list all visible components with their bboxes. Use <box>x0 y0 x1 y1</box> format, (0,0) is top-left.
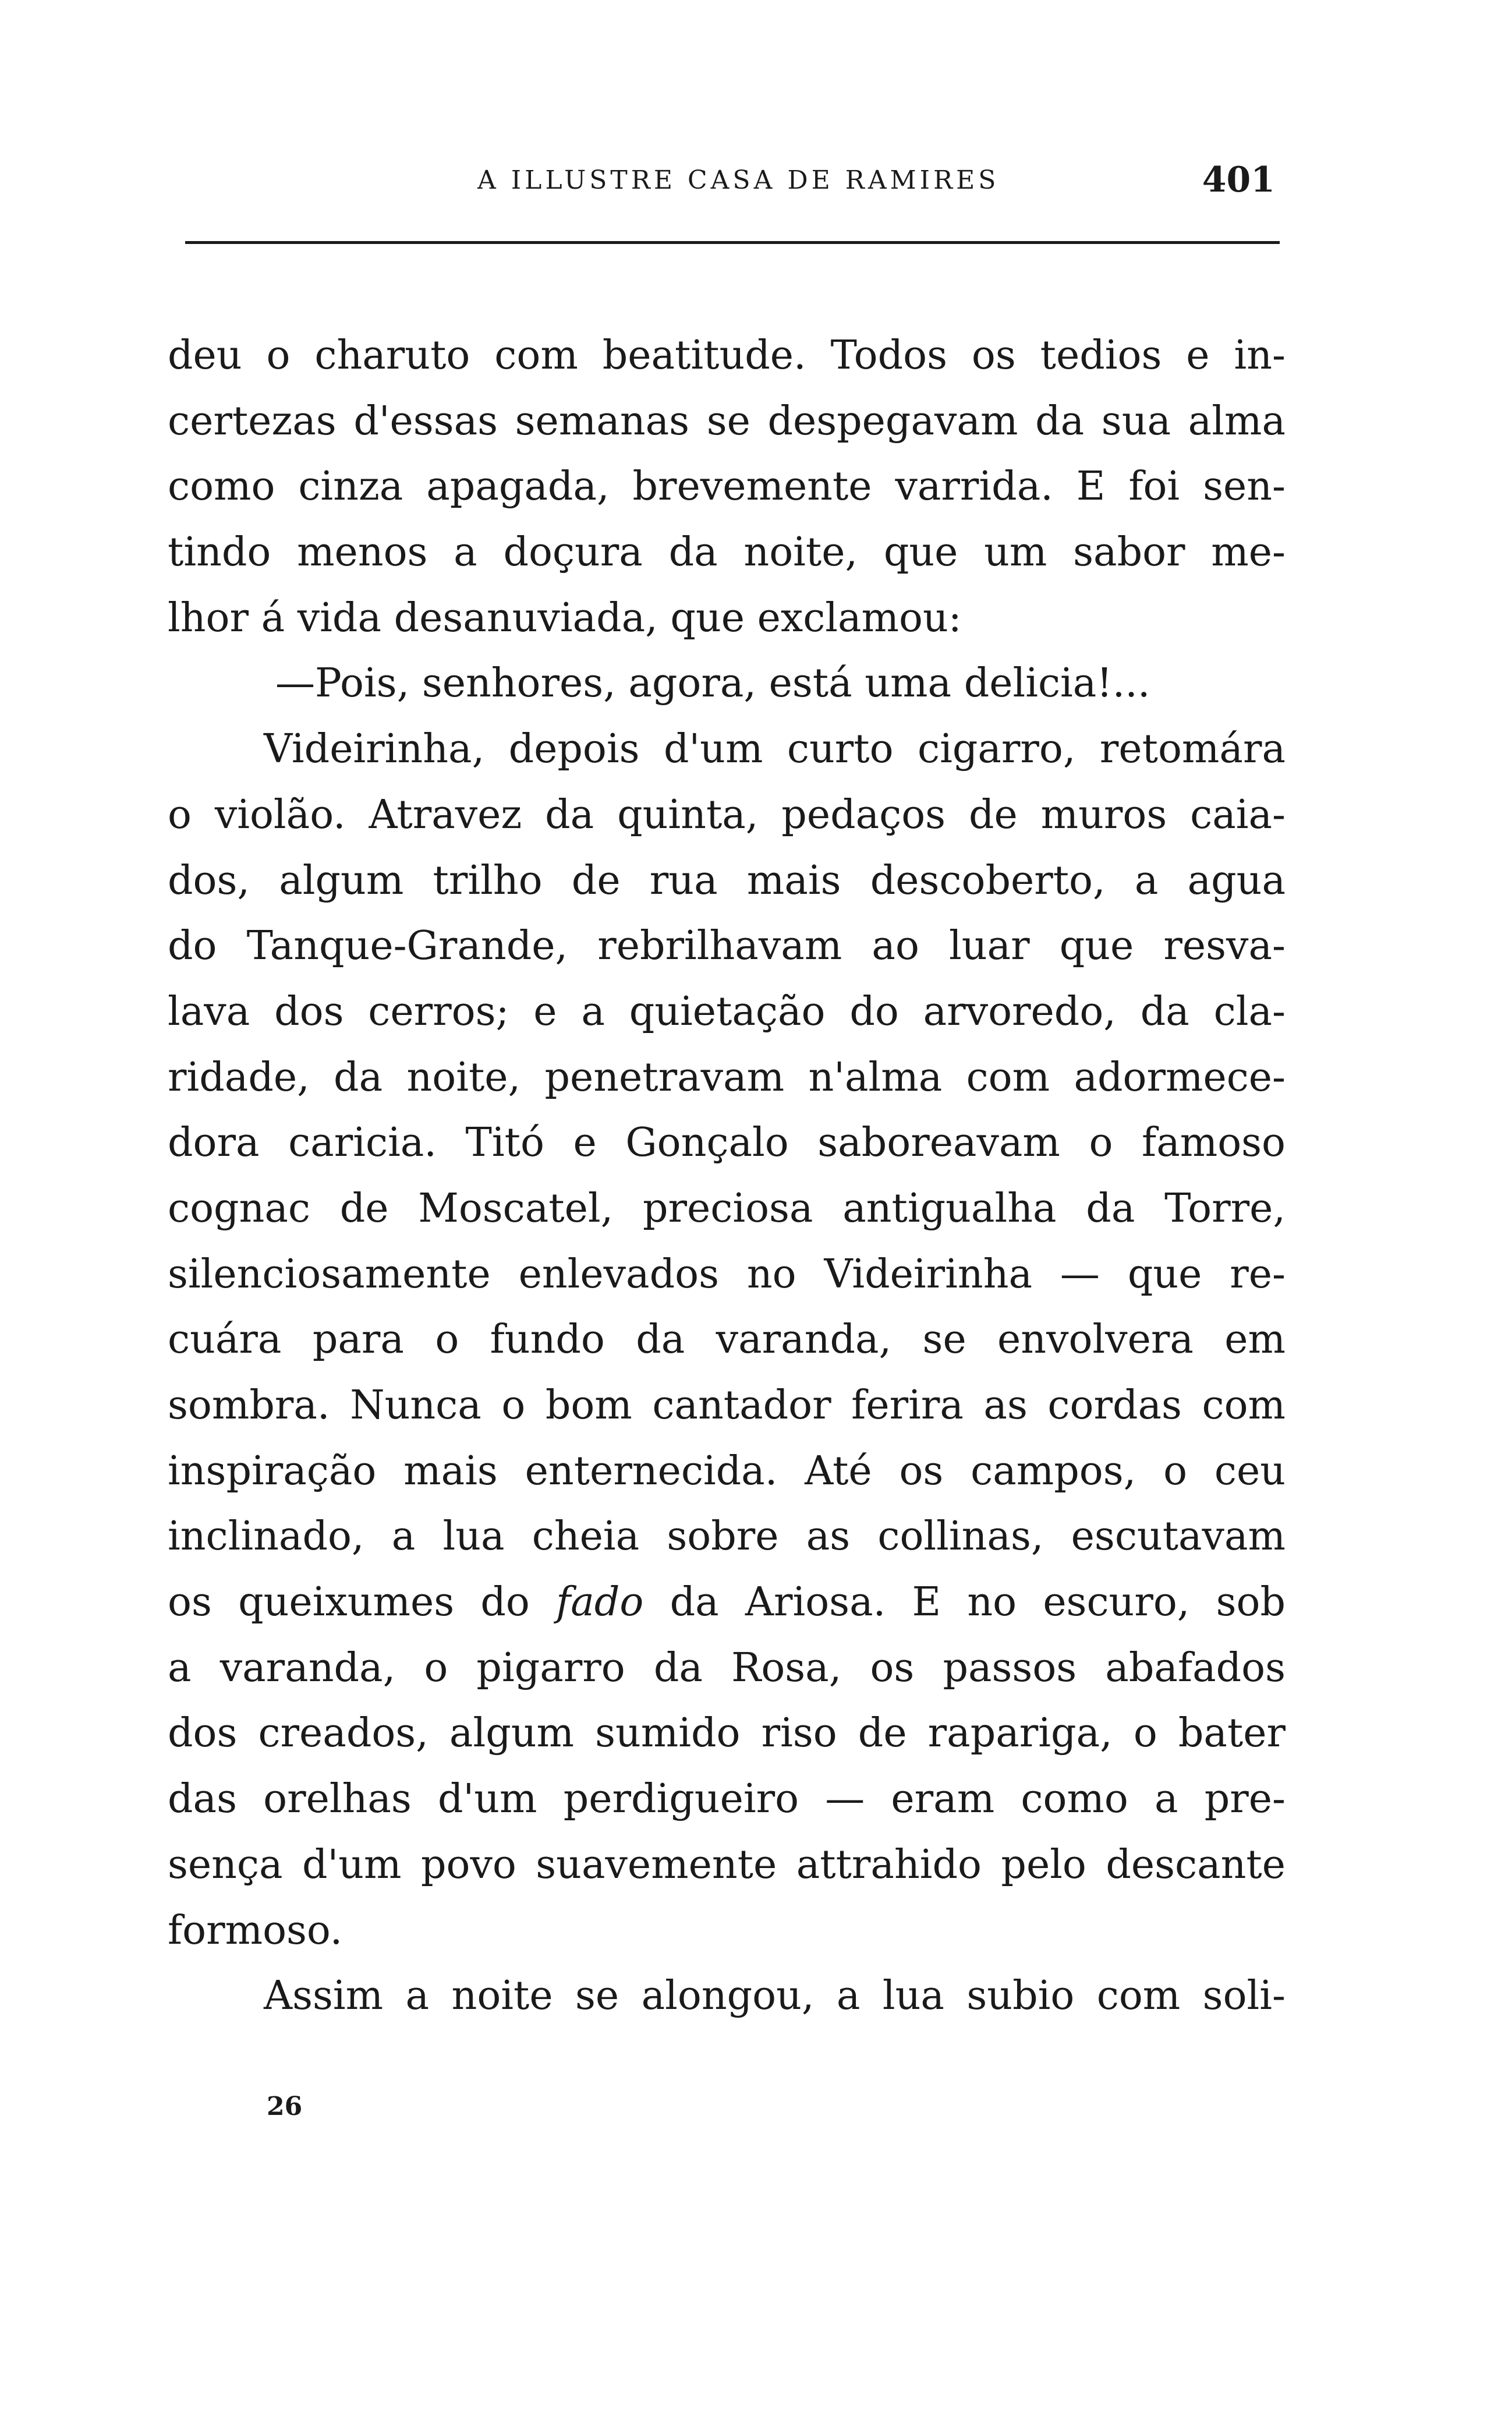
text-line: deu o charuto com beatitude. Todos os tedios e in- <box>168 332 1286 378</box>
text-fragment: da Ariosa. E no escuro, sob <box>670 1579 1286 1626</box>
text-line: sombra. Nunca o bom cantador ferira as cordas com <box>168 1382 1286 1428</box>
text-line: dos, algum trilho de rua mais descoberto, a agua <box>168 857 1286 904</box>
text-line-with-emphasis <box>168 1570 1286 1636</box>
text-fragment: os queixumes do <box>168 1579 530 1626</box>
text-line: certezas d'essas semanas se despegavam da sua alma <box>168 398 1286 444</box>
text-line: lhor á vida desanuviada, que exclamou: <box>168 595 962 641</box>
body-text <box>168 323 1286 2029</box>
signature-mark: 26 <box>267 2092 303 2121</box>
text-line: dora caricia. Titó e Gonçalo saboreavam o famoso <box>168 1120 1286 1166</box>
text-line: do Tanque-Grande, rebrilhavam ao luar que resva- <box>168 923 1286 970</box>
text-line: Assim a noite se alongou, a lua subio com soli- <box>264 1973 1286 2019</box>
text-line: Videirinha, depois d'um curto cigarro, retomára <box>264 726 1286 773</box>
text-line: ridade, da noite, penetravam n'alma com adormece- <box>168 1054 1286 1101</box>
running-title: A ILLUSTRE CASA DE RAMIRES <box>477 165 1000 195</box>
running-header <box>175 157 1281 210</box>
text-line: a varanda, o pigarro da Rosa, os passos abafados <box>168 1644 1286 1691</box>
text-line: o violão. Atravez da quinta, pedaços de muros caia- <box>168 791 1286 838</box>
text-line: lava dos cerros; e a quietação do arvoredo, da cla- <box>168 988 1286 1035</box>
text-line: cuára para o fundo da varanda, se envolvera em <box>168 1317 1286 1363</box>
text-line: dos creados, algum sumido riso de rapariga, o bater <box>168 1710 1286 1757</box>
text-line: sença d'um povo suavemente attrahido pelo descante <box>168 1841 1286 1888</box>
header-rule <box>185 241 1280 244</box>
text-line: inclinado, a lua cheia sobre as collinas, escutavam <box>168 1513 1286 1560</box>
dialogue-line: —Pois, senhores, agora, está uma delicia!... <box>275 660 1150 707</box>
text-line: das orelhas d'um perdigueiro — eram como a pre- <box>168 1776 1286 1823</box>
text-line: como cinza apagada, brevemente varrida. E foi sen- <box>168 464 1286 510</box>
text-line: silenciosamente enlevados no Videirinha — que re- <box>168 1251 1286 1297</box>
page-number: 401 <box>1202 160 1275 200</box>
text-line: inspiração mais enternecida. Até os campos, o ceu <box>168 1448 1286 1494</box>
text-line: tindo menos a doçura da noite, que um sabor me- <box>168 529 1286 576</box>
emphasized-word: fado <box>556 1579 644 1626</box>
text-line: formoso. <box>168 1907 343 1954</box>
text-line: cognac de Moscatel, preciosa antigualha da Torre, <box>168 1185 1286 1232</box>
